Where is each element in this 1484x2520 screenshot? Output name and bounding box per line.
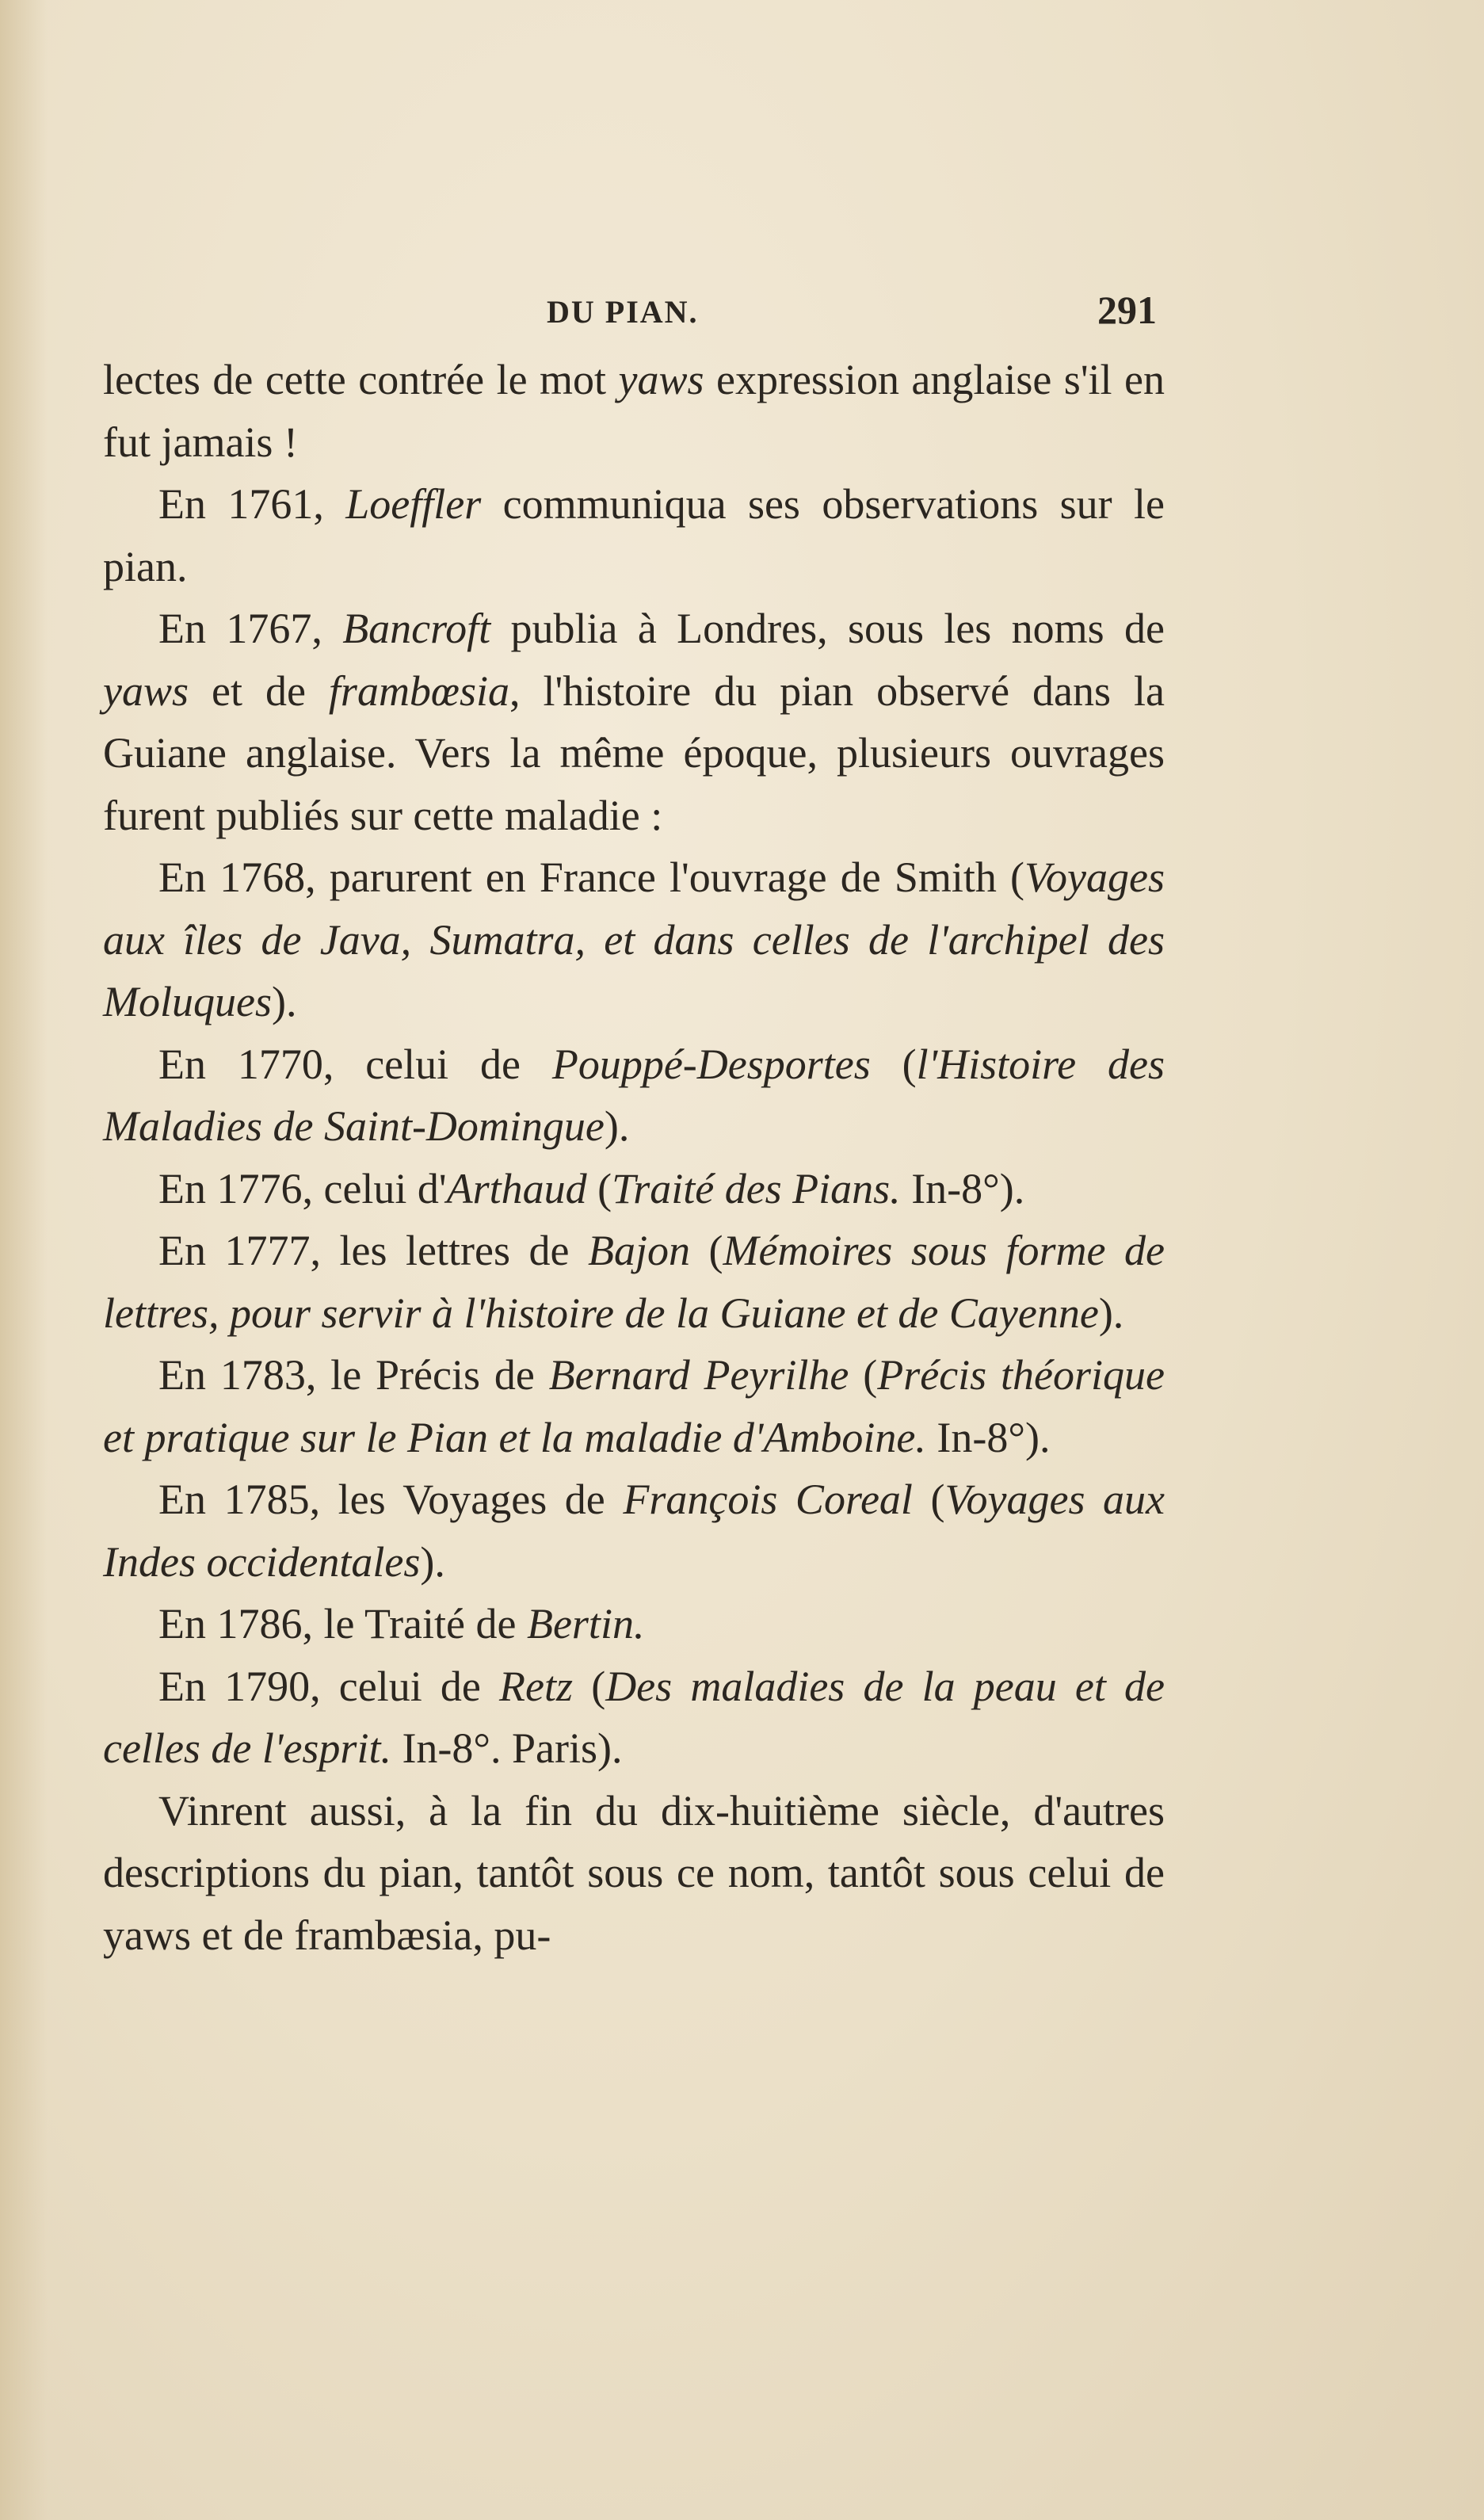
text-run: En 1785, les Voyages de (158, 1476, 624, 1523)
italic-text: Des maladies de la peau et de celles de l'esprit. (103, 1662, 1165, 1772)
paragraph (103, 1780, 1165, 1967)
italic-text: Voyages aux îles de Java, Sumatra, et dans celles de l'archipel des Moluques (103, 853, 1165, 1025)
page-shadow (0, 0, 48, 2520)
italic-text: Voyages aux Indes occidentales (103, 1476, 1165, 1586)
text-run: En 1783, le Précis de (158, 1351, 549, 1399)
text-run: lectes de cette contrée le mot (103, 356, 619, 403)
text-run: En 1761, (158, 480, 346, 528)
text-run: et de (189, 666, 329, 715)
text-run: expression anglaise s'il en fut jamais ! (103, 356, 1165, 466)
italic-text: Bernard Peyrilhe (548, 1351, 849, 1399)
italic-text: Pouppé-Desportes (551, 1040, 871, 1088)
paragraph (103, 1033, 1165, 1158)
paragraph (103, 1158, 1165, 1220)
text-run: ( (689, 1227, 723, 1274)
paragraph (103, 473, 1165, 598)
running-head: DU PIAN. (547, 294, 699, 330)
text-run: communiqua ses observations sur le pian. (103, 480, 1165, 590)
text-run: ). (604, 1102, 630, 1150)
text-run: publia à Londres, sous les noms de (490, 605, 1165, 652)
text-run: ( (573, 1662, 606, 1710)
text-run: ). (271, 978, 297, 1025)
text-run: ). (420, 1537, 445, 1586)
italic-text: l'Histoire des Maladies de Saint-Domingue (103, 1040, 1165, 1150)
body-text (103, 349, 1165, 1966)
text-run: In-8°). (900, 1164, 1025, 1212)
italic-text: Bancroft (342, 605, 491, 652)
paragraph (103, 1593, 1165, 1655)
paragraph (103, 1655, 1165, 1780)
italic-text: Retz (499, 1662, 574, 1710)
text-run: , l'histoire du pian observé dans la Guiane anglaise. Vers la même époque, plusieurs ouvrages furent publiés sur cette maladie : (103, 666, 1165, 839)
paragraph (103, 1344, 1165, 1468)
italic-text: Traité des Pians. (612, 1164, 901, 1212)
page-header (103, 287, 1157, 342)
italic-text: Précis théorique et pratique sur le Pian et la maladie d'Amboine. (103, 1351, 1165, 1461)
text-run: ( (849, 1351, 878, 1399)
text-run: En 1767, (158, 605, 343, 652)
italic-text: yaws (618, 356, 704, 403)
text-run: Vinrent aussi, à la fin du dix-huitième siècle, d'autres descriptions du pian, tantôt sous ce nom, tantôt sous celui de yaws et de frambæsia, pu- (103, 1786, 1165, 1959)
italic-text: Bertin. (526, 1600, 645, 1648)
italic-text: Loeffler (345, 480, 482, 528)
italic-text: Bajon (587, 1227, 690, 1274)
paragraph (103, 1468, 1165, 1593)
text-run: En 1786, le Traité de (158, 1600, 527, 1648)
italic-text: yaws (103, 666, 189, 715)
italic-text: frambœsia (328, 666, 509, 715)
text-run: In-8°. Paris). (391, 1724, 623, 1772)
text-run: En 1770, celui de (158, 1040, 552, 1088)
italic-text: Mémoires sous forme de lettres, pour servir à l'histoire de la Guiane et de Cayenne (103, 1227, 1165, 1337)
text-run: En 1777, les lettres de (158, 1227, 588, 1274)
text-run: In-8°). (925, 1413, 1051, 1461)
text-run: ( (586, 1164, 612, 1212)
paragraph (103, 349, 1165, 473)
paragraph (103, 598, 1165, 846)
italic-text: Arthaud (446, 1164, 587, 1212)
paragraph (103, 1220, 1165, 1344)
paragraph (103, 846, 1165, 1033)
text-run: ). (1098, 1289, 1124, 1337)
text-run: En 1776, celui d' (158, 1164, 447, 1212)
page-number: 291 (1097, 288, 1157, 332)
text-run: ( (870, 1040, 917, 1088)
italic-text: François Coreal (623, 1476, 913, 1523)
text-run: En 1790, celui de (158, 1662, 500, 1710)
text-run: En 1768, parurent en France l'ouvrage de Smith ( (158, 853, 1025, 901)
text-run: ( (912, 1476, 945, 1523)
